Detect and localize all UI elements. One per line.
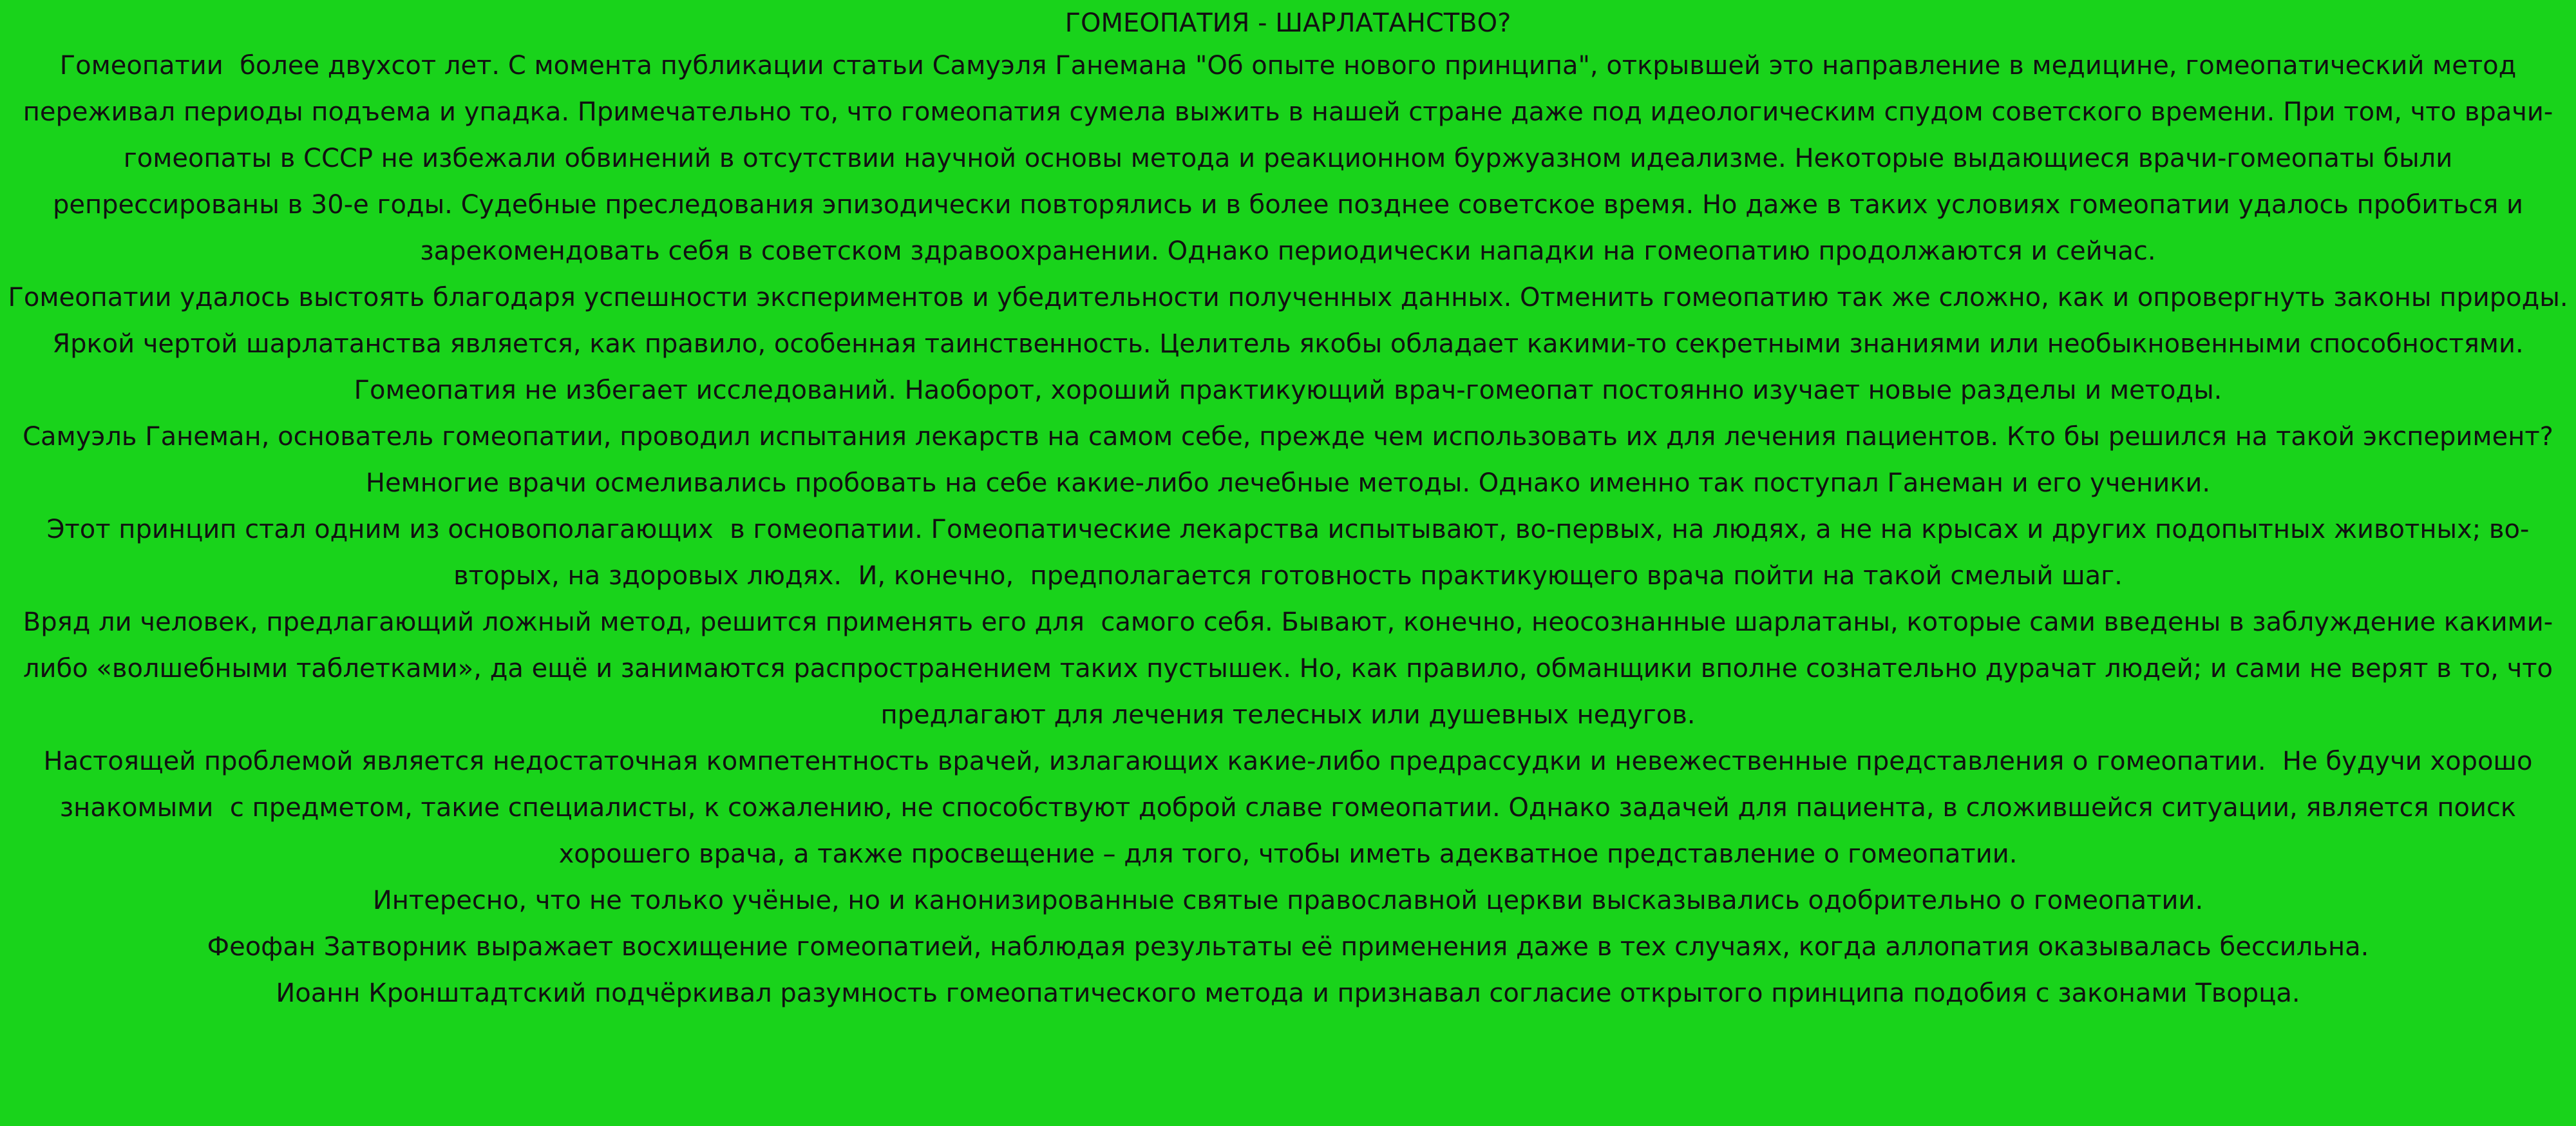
paragraph-competence: Настоящей проблемой является недостаточная компетентность врачей, излагающих какие-либо предрассудки и невежественные представления о гомеопатии. Не будучи хорошо знакомыми с предметом, такие специалисты, к сожалению, не способствуют доброй славе гомеопатии. Однако задачей для пациента, в сложившейся ситуации, является поиск хорошего врача, а также просвещение – для того, чтобы иметь адекватное представление о гомеопатии. [43,747,2541,869]
paragraph-history: Гомеопатии более двухсот лет. С момента публикации статьи Самуэля Ганемана "Об опыте нового принципа", открывшей это направление в медицине, гомеопатический метод переживал периоды подъема и упадка. Примечательно то, что гомеопатия сумела выжить в нашей стране даже под идеологическим спудом советского времени. При том, что врачи-гомеопаты в СССР не избежали обвинений в отсутствии научной основы метода и реакционном буржуазном идеализме. Некоторые выдающиеся врачи-гомеопаты были репрессированы в 30-е годы. Судебные преследования эпизодически повторялись и в более позднее советское время. Но даже в таких условиях гомеопатии удалось пробиться и зарекомендовать себя в советском здравоохранении. Однако периодически нападки на гомеопатию продолжаются и сейчас. [23,51,2553,266]
paragraph-false-method: Вряд ли человек, предлагающий ложный метод, решится применять его для самого себя. Бывают, конечно, неосознанные шарлатаны, которые сами введены в заблуждение какими-либо «волшебными таблетками», да ещё и занимаются распространением таких пустышек. Но, как правило, обманщики вполне сознательно дурачат людей; и сами не верят в то, что предлагают для лечения телесных или душевных недугов. [23,607,2561,730]
paragraph-charlatanism: Яркой чертой шарлатанства является, как правило, особенная таинственность. Целитель якобы обладает какими-то секретными знаниями или необыкновенными способностями. Гомеопатия не избегает исследований. Наоборот, хороший практикующий врач-гомеопат постоянно изучает новые разделы и методы. [52,329,2532,405]
paragraph-saints: Интересно, что не только учёные, но и канонизированные святые православной церкви высказывались одобрительно о гомеопатии. [372,886,2204,915]
paragraph-principle: Этот принцип стал одним из основополагающих в гомеопатии. Гомеопатические лекарства испытывают, во-первых, на людях, а не на крысах и других подопытных животных; во-вторых, на здоровых людях. И, конечно, предполагается готовность практикующего врача пойти на такой смелый шаг. [46,515,2530,591]
article-title: ГОМЕОПАТИЯ - ШАРЛАТАНСТВО? [1065,8,1511,38]
paragraph-survival: Гомеопатии удалось выстоять благодаря успешности экспериментов и убедительности полученных данных. Отменить гомеопатию так же сложно, как и опровергнуть законы природы. [8,283,2568,312]
paragraph-ioann: Иоанн Кронштадтский подчёркивал разумность гомеопатического метода и признавал согласие открытого принципа подобия с законами Творца. [276,978,2300,1008]
paragraph-hahnemann: Самуэль Ганеман, основатель гомеопатии, проводил испытания лекарств на самом себе, прежде чем использовать их для лечения пациентов. Кто бы решился на такой эксперимент? Немногие врачи осмеливались пробовать на себе какие-либо лечебные методы. Однако именно так поступал Ганеман и его ученики. [23,422,2562,498]
paragraph-feofan: Феофан Затворник выражает восхищение гомеопатией, наблюдая результаты её применения даже в тех случаях, когда аллопатия оказывалась бессильна. [207,932,2369,962]
